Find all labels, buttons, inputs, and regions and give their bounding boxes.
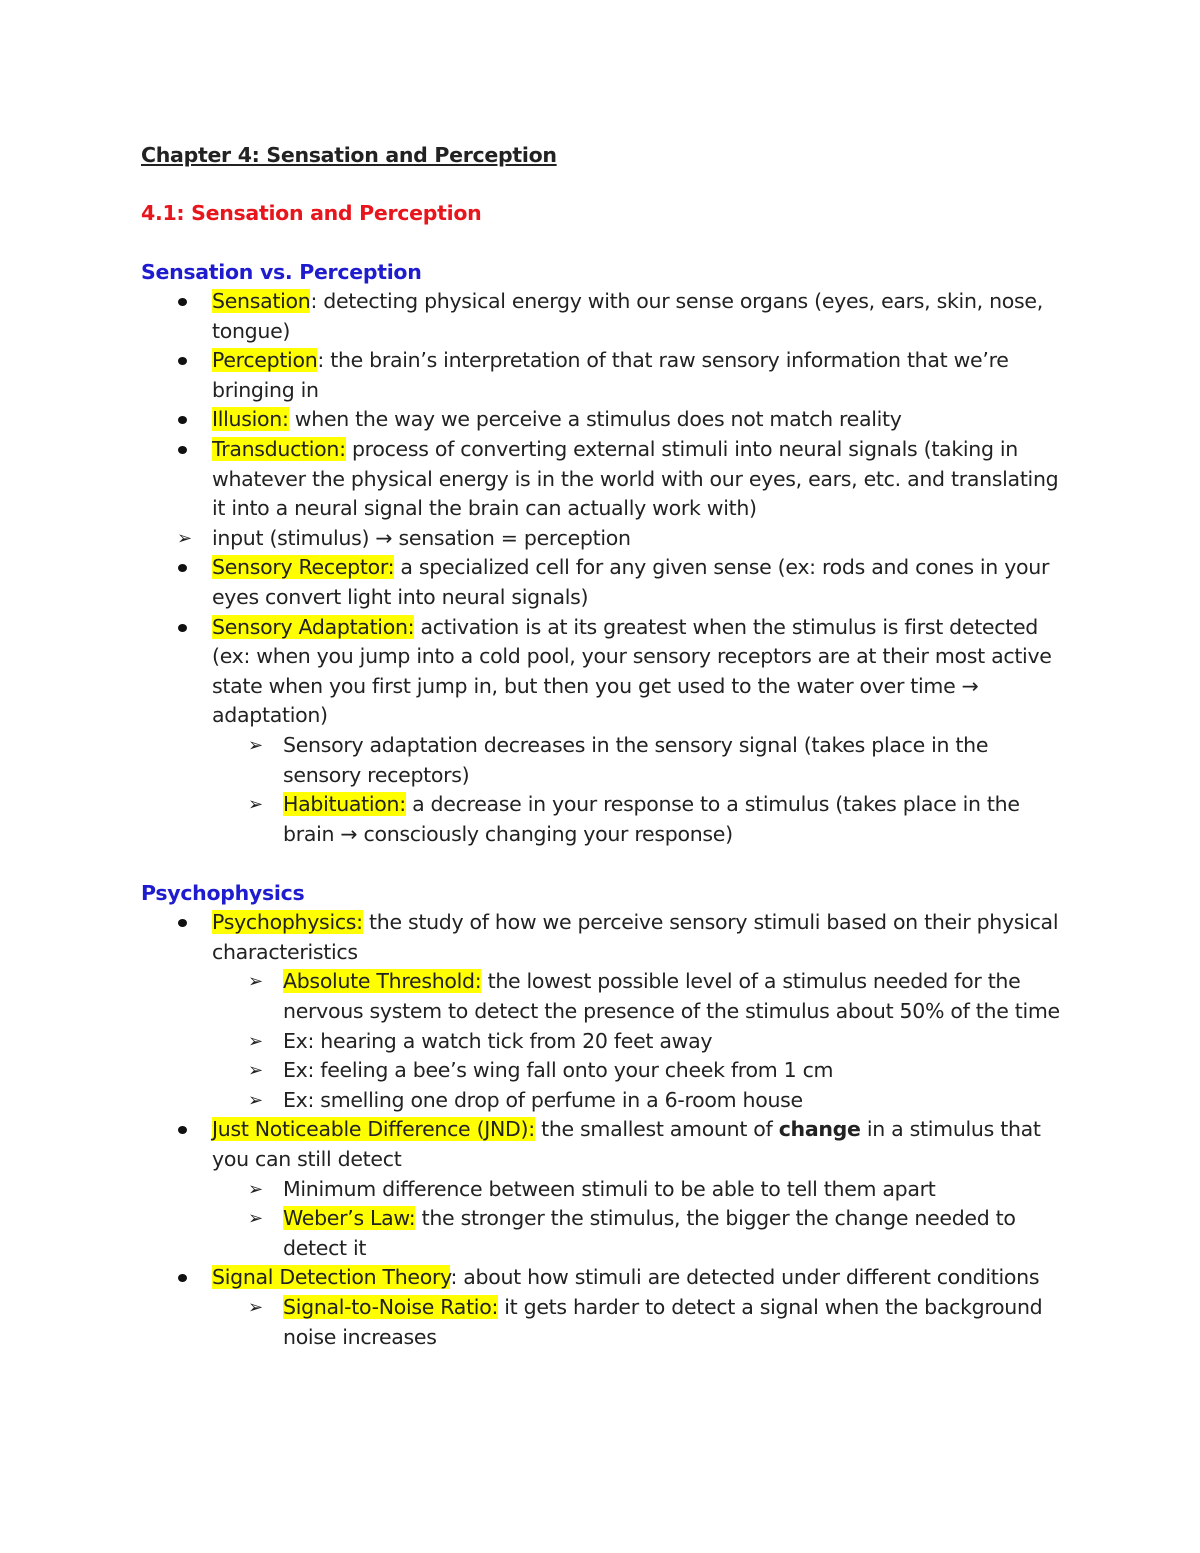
term-highlight: Sensory Receptor: xyxy=(212,555,395,580)
sub-list-item xyxy=(212,1204,1071,1263)
sub-item-text: input (stimulus) → sensation = perception xyxy=(212,525,631,550)
sub-item-text: a decrease in your response to a stimulus (takes place in the brain → consciously changing your response) xyxy=(283,792,1020,846)
sub-list-item xyxy=(212,790,1071,849)
arrow-bullet-icon: ➢ xyxy=(248,1178,263,1200)
arrow-bullet-icon: ➢ xyxy=(248,1089,263,1111)
bullet-icon xyxy=(178,564,187,572)
sub-list-item xyxy=(141,524,1071,554)
definition-text: the smallest amount of xyxy=(534,1117,779,1142)
bullet-icon xyxy=(178,298,187,306)
arrow-bullet-icon: ➢ xyxy=(248,734,263,756)
term-suffix: : xyxy=(450,1265,458,1290)
term-highlight: Sensory Adaptation: xyxy=(212,614,415,639)
list-item xyxy=(141,908,1071,1115)
sub-list xyxy=(212,1293,1071,1352)
list-item xyxy=(141,346,1071,405)
bullet-list xyxy=(141,287,1071,849)
list-item xyxy=(141,405,1071,435)
sub-list xyxy=(141,524,1071,554)
sub-list-item xyxy=(212,1086,1071,1116)
sub-item-text: Ex: hearing a watch tick from 20 feet away xyxy=(283,1028,713,1053)
sub-list-item xyxy=(212,1293,1071,1352)
term-highlight: Transduction: xyxy=(212,436,346,461)
sub-item-text: Ex: smelling one drop of perfume in a 6-room house xyxy=(283,1087,803,1112)
bullet-icon xyxy=(178,919,187,927)
bullet-icon xyxy=(178,446,187,454)
arrow-bullet-icon: ➢ xyxy=(248,1208,263,1230)
arrow-bullet-icon: ➢ xyxy=(248,971,263,993)
sub-list xyxy=(212,1175,1071,1264)
bullet-list xyxy=(141,908,1071,1352)
definition-text: the study of how we perceive sensory stimuli based on their physical characteristics xyxy=(212,910,1059,964)
definition-text: detecting physical energy with our sense organs (eyes, ears, skin, nose, tongue) xyxy=(212,289,1043,343)
term-suffix: : xyxy=(317,348,324,373)
definition-text: activation is at its greatest when the stimulus is first detected (ex: when you jump into a cold pool, your sensory receptors are at their most active state when you first jump in, but then you get used to the water over time → adaptation) xyxy=(212,614,1052,728)
sub-list-item xyxy=(212,967,1071,1026)
bullet-icon xyxy=(178,1126,187,1134)
list-item xyxy=(141,287,1071,346)
section-title: 4.1: Sensation and Perception xyxy=(141,201,482,225)
chapter-title: Chapter 4: Sensation and Perception xyxy=(141,143,557,167)
definition-text: process of converting external stimuli into neural signals (taking in whatever the physical energy is in the world with our eyes, ears, etc. and translating it into a neural signal the brain can actually work with) xyxy=(212,436,1059,521)
term-highlight: Habituation: xyxy=(283,792,406,817)
sub-item-text: the stronger the stimulus, the bigger the change needed to detect it xyxy=(283,1206,1016,1260)
arrow-bullet-icon: ➢ xyxy=(177,527,192,549)
subsection-heading: Sensation vs. Perception xyxy=(141,260,422,284)
sub-item-text: Minimum difference between stimuli to be able to tell them apart xyxy=(283,1176,936,1201)
bullet-icon xyxy=(178,416,187,424)
sub-list-item xyxy=(212,731,1071,790)
sub-list-item xyxy=(212,1056,1071,1086)
definition-text: when the way we perceive a stimulus does not match reality xyxy=(288,407,902,432)
list-item xyxy=(141,1115,1071,1263)
term-highlight: Perception xyxy=(212,348,318,373)
term-highlight: Signal Detection Theory xyxy=(212,1265,451,1290)
sub-item-text: the lowest possible level of a stimulus needed for the nervous system to detect the presence of the stimulus about 50% of the time xyxy=(283,969,1060,1024)
bullet-icon xyxy=(178,624,187,632)
list-item xyxy=(141,553,1071,612)
bullet-icon xyxy=(178,357,187,365)
term-highlight: Signal-to-Noise Ratio: xyxy=(283,1295,499,1319)
term-highlight: Absolute Threshold: xyxy=(283,969,482,994)
definition-text: the brain’s interpretation of that raw sensory information that we’re bringing in xyxy=(212,348,1009,402)
list-item xyxy=(141,1263,1071,1352)
sub-item-text: Ex: feeling a bee’s wing fall onto your cheek from 1 cm xyxy=(283,1058,834,1083)
bullet-icon xyxy=(178,1274,187,1282)
term-highlight: Just Noticeable Difference (JND): xyxy=(212,1117,535,1142)
definition-text: about how stimuli are detected under different conditions xyxy=(457,1265,1040,1290)
sub-list-item xyxy=(212,1175,1071,1205)
subsection-heading: Psychophysics xyxy=(141,881,305,906)
term-highlight: Psychophysics: xyxy=(212,910,363,935)
arrow-bullet-icon: ➢ xyxy=(248,1030,263,1052)
arrow-bullet-icon: ➢ xyxy=(248,1297,263,1318)
sub-list xyxy=(212,967,1071,1115)
term-suffix: : xyxy=(310,289,318,313)
document-page xyxy=(141,140,1071,1352)
sub-list-item xyxy=(212,1027,1071,1057)
definition-text: a specialized cell for any given sense (ex: rods and cones in your eyes convert light into neural signals) xyxy=(212,555,1050,609)
term-highlight: Sensation xyxy=(212,289,311,313)
definition-text: in a stimulus that you can still detect xyxy=(212,1117,1041,1172)
sub-item-text: Sensory adaptation decreases in the sensory signal (takes place in the sensory receptors) xyxy=(283,732,989,787)
arrow-bullet-icon: ➢ xyxy=(248,1060,263,1082)
sub-list xyxy=(212,731,1071,849)
emphasis-text: change xyxy=(778,1117,861,1142)
term-highlight: Illusion: xyxy=(212,407,289,432)
sub-item-text: it gets harder to detect a signal when the background noise increases xyxy=(283,1295,1043,1349)
list-item xyxy=(141,435,1071,553)
arrow-bullet-icon: ➢ xyxy=(248,794,263,816)
list-item xyxy=(141,613,1071,850)
term-highlight: Weber’s Law: xyxy=(283,1206,416,1231)
